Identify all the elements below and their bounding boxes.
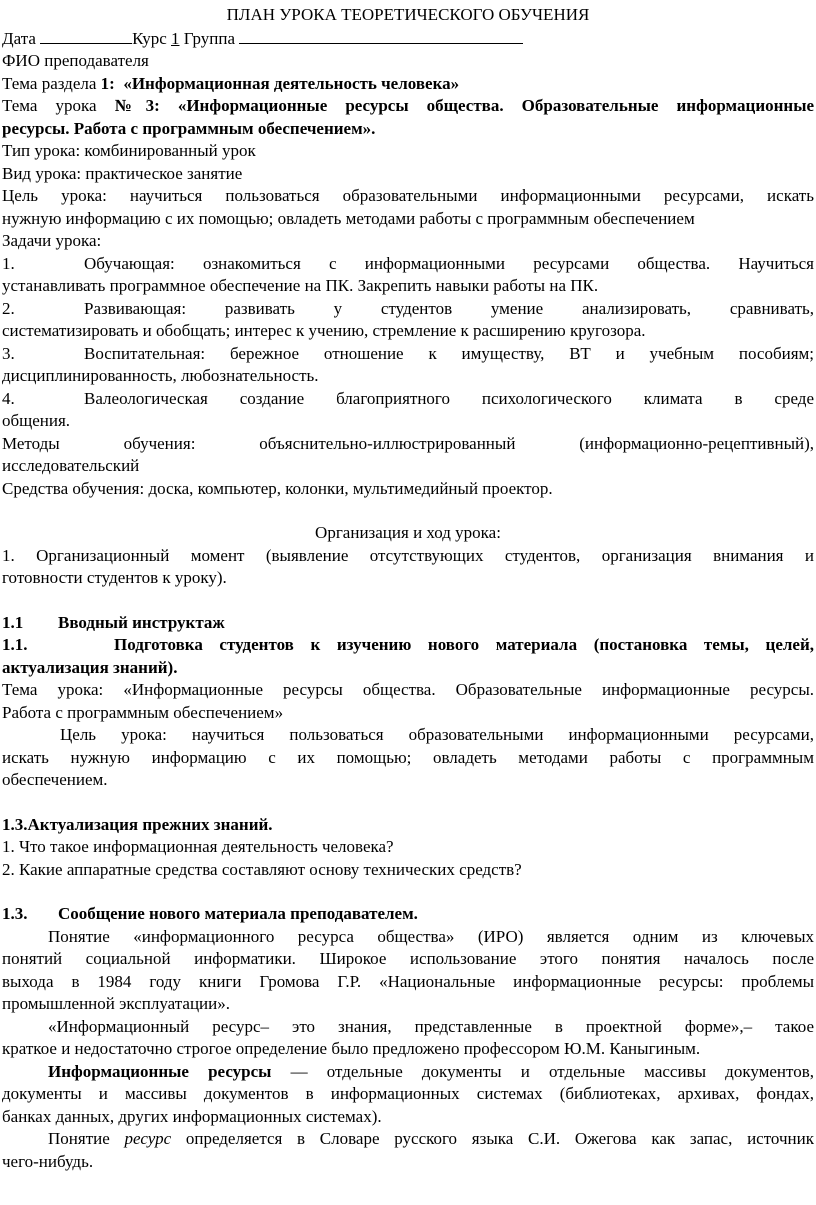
lesson-topic-label: Тема урока [2,96,97,115]
group-blank [239,27,523,44]
methods-line2: исследовательский [2,456,140,475]
paragraph-4-text: определяется в Словаре русского языка С.И. Ожегова как запас, источник [171,1129,814,1148]
lesson-kind: Вид урока: практическое занятие [2,163,243,183]
section-topic-value: «Информационная деятельность человека» [123,73,460,93]
paragraph-3-line2: документы и массивы документов в информационных системах (библиотеках, архивах, фондах, [2,1084,814,1103]
paragraph-1-line1: Понятие «информационного ресурса общества» (ИРО) является одним из ключевых [48,926,814,946]
paragraph-3-line3: банках данных, других информационных системах). [2,1106,382,1126]
spacer [2,881,814,903]
section-1-3-number: 1.3. [2,904,28,923]
question-1: 1. Что такое информационная деятельность человека? [2,837,394,856]
paragraph-1-line3: выхода в 1984 году книги Громова Г.Р. «Национальные информационные ресурсы: проблемы [2,971,814,991]
tasks-label: Задачи урока: [2,231,102,250]
section-1-1b-number: 1.1. [2,635,28,654]
task-2-text: Развивающая: развивать у студентов умение анализировать, сравнивать, [84,298,814,318]
task-2-line1 [2,298,814,321]
section-1-3-actualization: 1.3.Актуализация прежних знаний. [2,814,273,834]
paragraph-4-term: ресурс [124,1129,172,1148]
teacher-label: ФИО преподавателя [2,51,149,70]
goal-line1: Цель урока: научиться пользоваться образовательными информационными ресурсами, искать [2,186,814,205]
goal-repeat-line3: обеспечением. [2,770,108,789]
lesson-topic-number: №3: [114,96,160,115]
section-1-1b-line1 [2,634,814,657]
date-label: Дата [2,28,36,48]
task-3-text: Воспитательная: бережное отношение к имуществу, ВТ и учебным пособиям; [84,343,814,363]
task-4-line2: общения. [2,411,71,430]
document-title: ПЛАН УРОКА ТЕОРЕТИЧЕСКОГО ОБУЧЕНИЯ [226,5,590,24]
question-2: 2. Какие аппаратные средства составляют основу технических средств? [2,859,522,879]
means: Средства обучения: доска, компьютер, колонки, мультимедийный проектор. [2,478,553,498]
spacer [2,792,814,814]
section-1-1b-text: Подготовка студентов к изучению нового материала (постановка темы, целей, [114,635,814,654]
section-1-1-number: 1.1 [2,612,24,632]
paragraph-2-line2: краткое и недостаточно строгое определение было предложено профессором Ю.М. Каныгиным. [2,1039,701,1058]
course-label: Курс [132,28,167,48]
section-1-1b-line2: актуализация знаний). [2,657,178,677]
task-1-line1 [2,253,814,276]
course-value: 1 [171,28,180,48]
paragraph-2-line1: «Информационный ресурс– это знания, представленные в проектной форме»,– такое [48,1016,814,1036]
section-topic [2,73,814,96]
methods-line1: Методы обучения: объяснительно-иллюстрированный (информационно-рецептивный), [2,433,814,453]
task-3-line1 [2,343,814,366]
paragraph-3-term: Информационные ресурсы [48,1061,272,1081]
task-2-line2: систематизировать и обобщать; интерес к учению, стремление к расширению кругозора. [2,321,646,340]
org-moment-line2: готовности студентов к уроку). [2,568,227,587]
section-1-1-text: Вводный инструктаж [58,612,225,632]
organization-heading: Организация и ход урока: [315,523,501,542]
section-topic-number: 1: [100,73,115,93]
paragraph-4-start: Понятие [48,1129,125,1148]
paragraph-3-line1 [2,1061,814,1084]
section-topic-label: Тема раздела [2,73,97,93]
lesson-type: Тип урока: комбинированный урок [2,141,256,160]
task-2-number: 2. [2,298,15,318]
topic-repeat-line2: Работа с программным обеспечением» [2,702,284,722]
org-moment-line1: 1. Организационный момент (выявление отсутствующих студентов, организация внимания и [2,545,814,565]
task-4-number: 4. [2,388,15,408]
section-1-3-new-material [2,903,814,926]
task-1-text: Обучающая: ознакомиться с информационными ресурсами общества. Научиться [84,253,814,273]
group-label: Группа [183,28,236,48]
task-1-line2: устанавливать программное обеспечение на ПК. Закрепить навыки работы на ПК. [2,276,599,295]
task-3-line2: дисциплинированность, любознательность. [2,366,319,385]
lesson-topic-line1 [2,95,814,118]
goal-repeat-line1: Цель урока: научиться пользоваться образовательными информационными ресурсами, [60,725,814,744]
spacer [2,590,814,612]
goal-repeat-line2: искать нужную информацию с их помощью; овладеть методами работы с программным [2,747,814,767]
topic-repeat-line1: Тема урока: «Информационные ресурсы общества. Образовательные информационные ресурсы. [2,680,814,699]
section-1-3-text: Сообщение нового материала преподавателем. [58,904,418,923]
date-blank [40,27,132,44]
header-date-course-group [2,27,814,51]
task-1-number: 1. [2,253,15,273]
paragraph-3-text: — отдельные документы и отдельные массивы документов, [271,1061,814,1081]
paragraph-1-line2: понятий социальной информатики. Широкое использование этого понятия началось после [2,949,814,968]
lesson-topic-line2 [2,118,814,141]
paragraph-1-line4: промышленной эксплуатации». [2,994,230,1013]
goal-line2: нужную информацию с их помощью; овладеть методами работы с программным обеспечением [2,208,695,228]
lesson-topic-value-1: «Информационные ресурсы общества. Образовательные информационные [177,96,815,115]
task-4-line1 [2,388,814,411]
paragraph-4-line2: чего-нибудь. [2,1151,94,1171]
lesson-topic-value-2: ресурсы. Работа с программным обеспечением». [2,118,376,138]
task-3-number: 3. [2,343,15,363]
task-4-text: Валеологическая создание благоприятного психологического климата в среде [84,388,814,408]
paragraph-4-line1 [2,1128,814,1151]
spacer [2,500,814,522]
section-1-1-heading [2,612,814,635]
